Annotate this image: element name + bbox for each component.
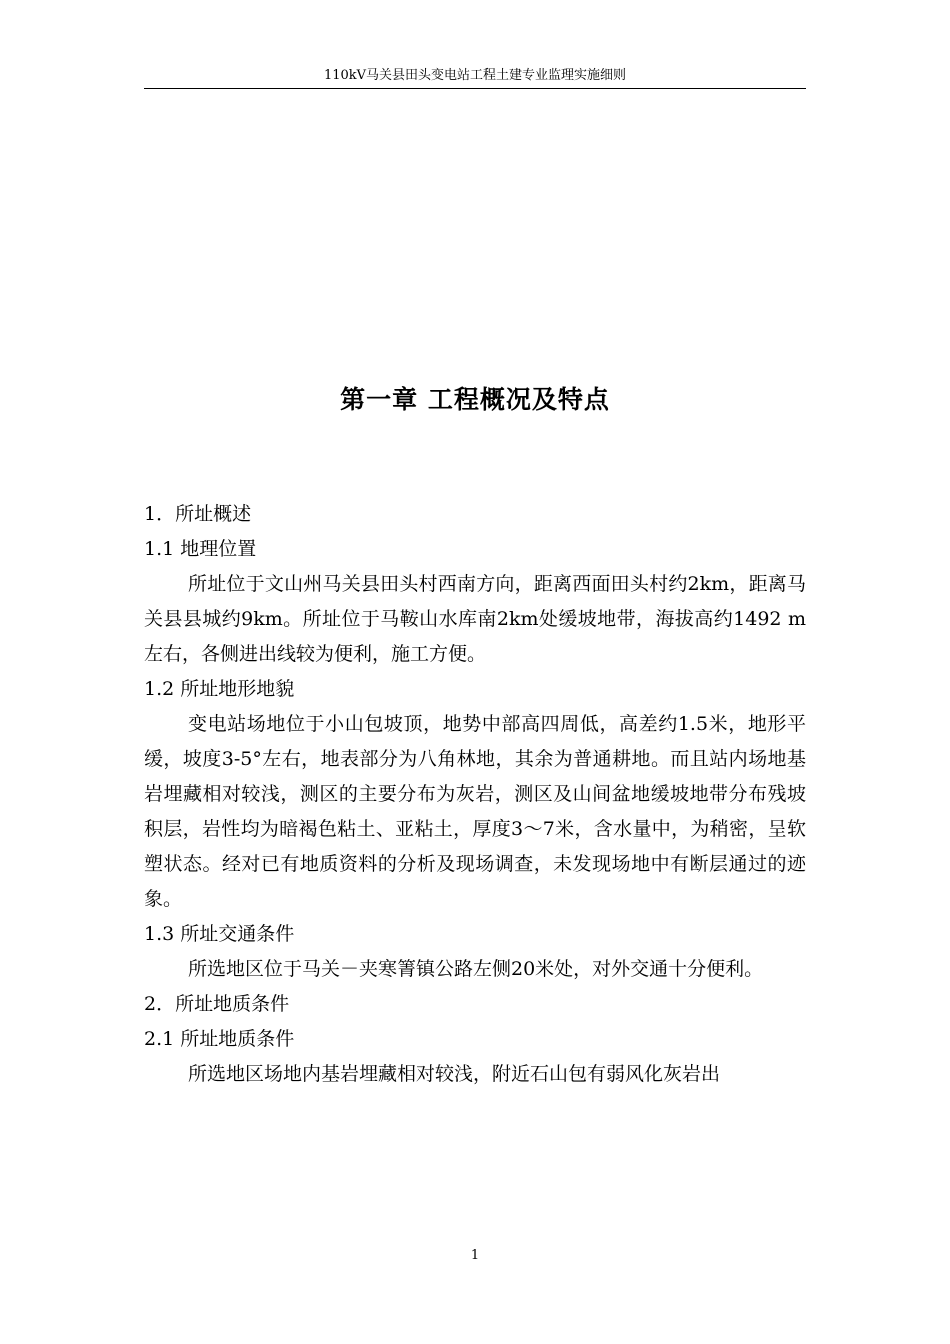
section-heading-1: 1．所址概述 [144,503,252,525]
section-heading-1-1: 1.1 地理位置 [144,538,257,560]
paragraph-2-1: 所选地区场地内基岩埋藏相对较浅，附近石山包有弱风化灰岩出 [188,1063,721,1085]
paragraph-1-1: 所址位于文山州马关县田头村西南方向，距离西面田头村约2km，距离马关县县城约9km。所址位于马鞍山水库南2km处缓坡地带，海拔高约1492 m左右，各侧进出线较为便利，施工方便。 [144,573,806,665]
document-body [144,497,806,1092]
section-heading-1-3: 1.3 所址交通条件 [144,923,295,945]
section-heading-1-2: 1.2 所址地形地貌 [144,678,295,700]
paragraph-1-2: 变电站场地位于小山包坡顶，地势中部高四周低，高差约1.5米，地形平缓，坡度3-5°左右，地表部分为八角林地，其余为普通耕地。而且站内场地基岩埋藏相对较浅，测区的主要分布为灰岩，测区及山间盆地缓坡地带分布残坡积层，岩性均为暗褐色粘土、亚粘土，厚度3～7米，含水量中，为稍密，呈软塑状态。经对已有地质资料的分析及现场调查，未发现场地中有断层通过的迹象。 [144,713,806,910]
section-heading-2-1: 2.1 所址地质条件 [144,1028,295,1050]
paragraph-1-3: 所选地区位于马关－夹寒箐镇公路左侧20米处，对外交通十分便利。 [188,958,764,980]
page-number: 1 [470,1248,480,1263]
chapter-title: 第一章 工程概况及特点 [340,385,610,414]
section-heading-2: 2．所址地质条件 [144,993,290,1015]
page-header: 110kV马关县田头变电站工程土建专业监理实施细则 [144,68,806,89]
